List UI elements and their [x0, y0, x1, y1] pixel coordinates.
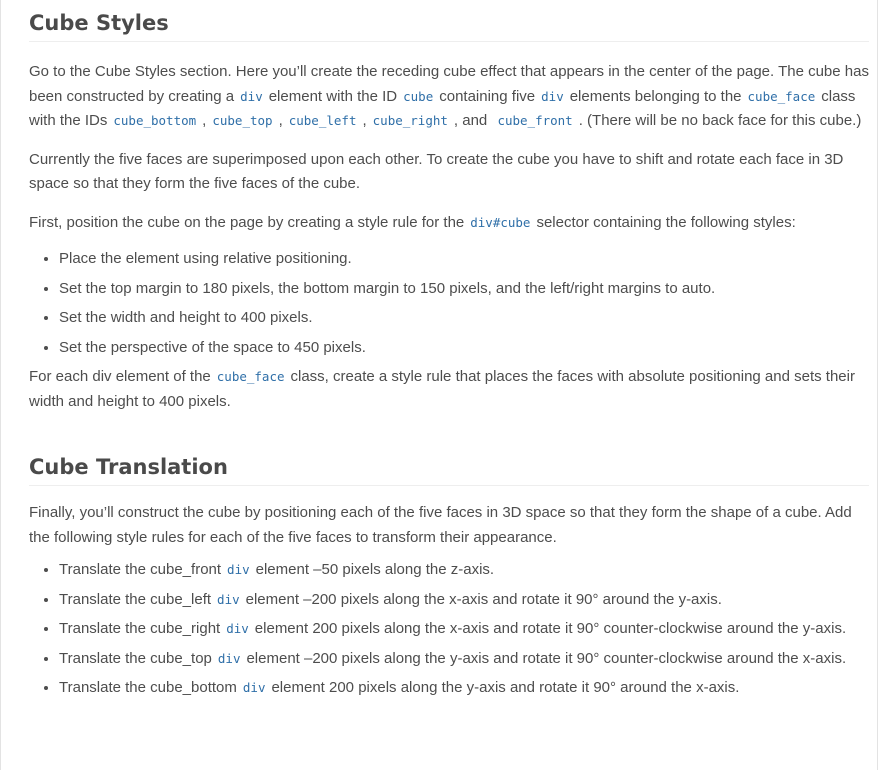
code-cube-front: cube_front	[497, 113, 573, 128]
text: . (There will be no back face for this cube.)	[578, 112, 862, 129]
list-item: • Set the width and height to 400 pixels.	[59, 306, 869, 331]
text: element –200 pixels along the y-axis and rotate it 90° counter-clockwise around the x-axis.	[246, 649, 847, 667]
code-cube-face: cube_face	[216, 369, 285, 384]
list-item	[59, 558, 869, 583]
code-div: div	[242, 680, 266, 695]
text: For each div element of the	[29, 368, 211, 385]
text: Translate the cube_front	[59, 561, 222, 578]
list-item: • Set the perspective of the space to 450 pixels.	[59, 336, 869, 361]
list-item	[59, 588, 869, 613]
text: Translate the cube_left	[59, 590, 212, 608]
text: element 200 pixels along the x-axis and rotate it 90° counter-clockwise around the y-axis.	[254, 620, 847, 637]
text: element –50 pixels along the z-axis.	[255, 561, 495, 578]
text: First, position the cube on the page by creating a style rule for the	[29, 213, 465, 231]
text: ,	[278, 112, 283, 129]
text: selector containing the following styles:	[536, 213, 796, 231]
instructions-content	[29, 0, 869, 706]
code-div: div	[217, 591, 240, 607]
paragraph-construct-cube: Finally, you’ll construct the cube by positioning each of the five faces in 3D space so that they form the shape of a cube. Add the following style rules for each of the five faces to transform their appearance.	[29, 504, 852, 546]
list-item: • Set the top margin to 180 pixels, the bottom margin to 150 pixels, and the left/right margins to auto.	[59, 277, 869, 302]
list-item: • Place the element using relative positioning.	[59, 247, 869, 272]
code-div: div	[240, 88, 263, 104]
text: ,	[202, 112, 207, 129]
code-div: div	[541, 88, 564, 104]
text: ,	[362, 112, 367, 129]
code-cube: cube	[403, 88, 434, 104]
code-div: div	[227, 562, 250, 577]
paragraph-cube-intro	[29, 60, 869, 134]
text: element with the ID	[268, 87, 398, 105]
section-title-cube-styles: Cube Styles	[29, 0, 869, 42]
code-cube-right: cube_right	[372, 113, 448, 128]
text: element –200 pixels along the x-axis and rotate it 90° around the y-axis.	[245, 590, 722, 608]
text: class with the IDs	[29, 87, 856, 129]
cube-translation-list	[29, 558, 869, 701]
section-title-cube-translation: Cube Translation	[29, 444, 869, 486]
list-item	[59, 647, 869, 672]
paragraph-position-cube	[29, 211, 869, 236]
cube-style-list	[29, 247, 869, 360]
code-cube-top: cube_top	[212, 113, 273, 128]
list-item	[59, 676, 869, 701]
code-div: div	[217, 650, 241, 666]
code-cube-bottom: cube_bottom	[113, 113, 197, 128]
text: Translate the cube_right	[59, 620, 221, 637]
text: elements belonging to the	[569, 87, 742, 105]
paragraph-superimposed: Currently the five faces are superimposed upon each other. To create the cube you have to shift and rotate each face in 3D space so that they form the five faces of the cube.	[29, 150, 844, 192]
code-div-cube: div#cube	[470, 214, 531, 230]
text: containing five	[439, 87, 536, 105]
text: Translate the cube_bottom	[59, 679, 237, 696]
text: , and	[453, 112, 488, 129]
text: Translate the cube_top	[59, 649, 212, 667]
paragraph-cube-face	[29, 365, 869, 414]
code-cube-left: cube_left	[288, 113, 357, 128]
code-cube-face: cube_face	[747, 88, 816, 104]
text: element 200 pixels along the y-axis and rotate it 90° around the x-axis.	[271, 679, 740, 696]
list-item	[59, 617, 869, 642]
text: class, create a style rule that places the faces with absolute positioning and sets their width and height to 400 pixels.	[29, 368, 855, 410]
text: Go to the Cube Styles section. Here you’ll create the receding cube effect that appears in the center of the page. The cube has been constructed by creating a	[29, 63, 869, 105]
code-div: div	[226, 621, 249, 636]
